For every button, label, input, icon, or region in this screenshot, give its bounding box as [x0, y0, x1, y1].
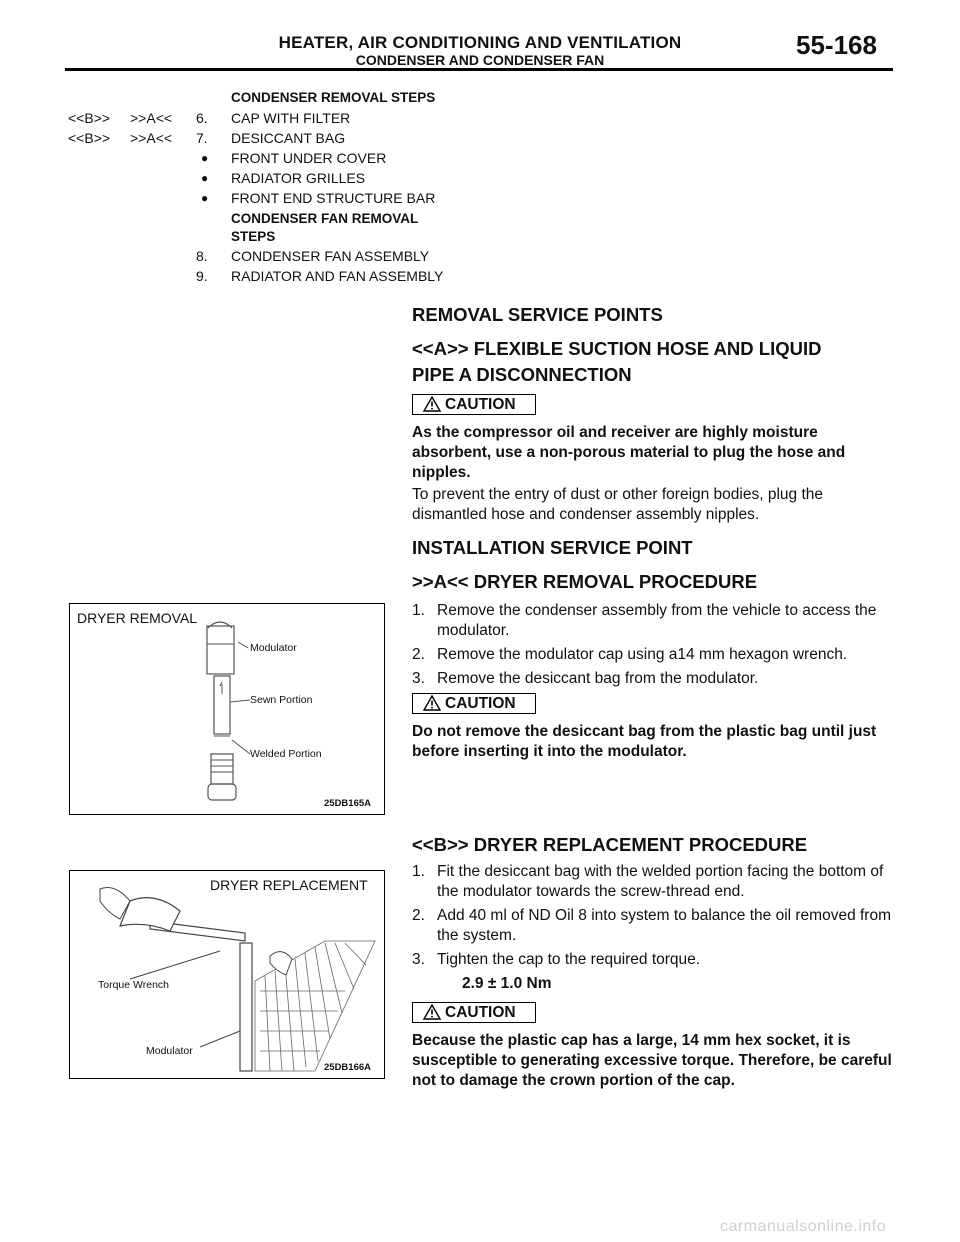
list-item: [68, 108, 508, 128]
dryer-replacement-figure: [69, 870, 385, 1079]
caution-label: CAUTION: [445, 695, 516, 712]
caution-text: Because the plastic cap has a large, 14 mm hex socket, it is susceptible to generating excessive torque. Therefore, be careful not to damage the crown portion of the cap.: [412, 1032, 892, 1089]
list-item: [68, 266, 508, 286]
step-number: 3.: [412, 670, 425, 687]
caution-text: Do not remove the desiccant bag from the plastic bag until just before inserting it into the modulator.: [412, 723, 877, 760]
list-item: [412, 862, 897, 902]
removal-service-heading: REMOVAL SERVICE POINTS: [412, 304, 663, 325]
step-number: 1.: [412, 602, 425, 619]
figure-id: 25DB166A: [324, 1062, 371, 1073]
list-item: [68, 246, 508, 266]
dryer-removal-figure: [69, 603, 385, 815]
removal-service-subheading: <<A>> FLEXIBLE SUCTION HOSE AND LIQUID: [412, 338, 822, 359]
list-item: [68, 128, 508, 148]
figure-caption: DRYER REMOVAL: [77, 610, 198, 626]
install-ref: >>A<<: [130, 110, 173, 126]
list-item: [68, 168, 508, 188]
step-number: 8.: [196, 248, 208, 264]
caution-box: [412, 394, 536, 415]
removal-ref: <<B>>: [68, 110, 111, 126]
step-text: Remove the modulator cap using a14 mm hexagon wrench.: [437, 646, 848, 663]
bullet-icon: ●: [201, 171, 209, 185]
install-ref: >>A<<: [130, 130, 173, 146]
caution-label: CAUTION: [445, 396, 516, 413]
page-number: 55-168: [796, 30, 877, 60]
step-text: CAP WITH FILTER: [231, 110, 351, 126]
dryer-replacement-section: [412, 832, 897, 1091]
step-number: 1.: [412, 863, 425, 880]
removal-steps-heading: CONDENSER REMOVAL STEPS: [231, 90, 436, 105]
bullet-icon: ●: [201, 151, 209, 165]
fan-removal-heading-cont: STEPS: [231, 229, 276, 244]
torque-spec: 2.9 ± 1.0 Nm: [462, 975, 552, 992]
list-item: [412, 669, 897, 689]
caution-label: CAUTION: [445, 1004, 516, 1021]
removal-service-section: [412, 302, 897, 525]
step-text: Tighten the cap to the required torque.: [437, 951, 701, 968]
caution-text: As the compressor oil and receiver are highly moisture absorbent, use a non-porous material to plug the hose and nipples.: [412, 424, 846, 481]
step-number: 3.: [412, 951, 425, 968]
bullet-icon: ●: [201, 191, 209, 205]
warning-triangle-icon: [423, 695, 441, 717]
step-number: 6.: [196, 110, 208, 126]
bullet-text: FRONT UNDER COVER: [231, 150, 387, 166]
removal-steps-list: [68, 88, 508, 286]
list-item: [68, 188, 508, 208]
sewn-portion-label: Sewn Portion: [250, 694, 313, 706]
dryer-removal-heading: >>A<< DRYER REMOVAL PROCEDURE: [412, 571, 758, 592]
step-number: 2.: [412, 907, 425, 924]
step-text: RADIATOR AND FAN ASSEMBLY: [231, 268, 444, 284]
removal-ref: <<B>>: [68, 130, 111, 146]
installation-service-heading: INSTALLATION SERVICE POINT: [412, 537, 693, 558]
modulator-label: Modulator: [146, 1045, 193, 1057]
step-number: 9.: [196, 268, 208, 284]
step-number: 7.: [196, 130, 208, 146]
installation-service-section: [412, 535, 897, 762]
figure-id: 25DB165A: [324, 798, 371, 809]
step-text: CONDENSER FAN ASSEMBLY: [231, 248, 430, 264]
header-rule: [65, 68, 893, 71]
caution-box: [412, 693, 536, 714]
fan-removal-heading: CONDENSER FAN REMOVAL: [231, 211, 419, 226]
list-item: [412, 906, 897, 946]
warning-triangle-icon: [423, 396, 441, 418]
step-text: Remove the condenser assembly from the vehicle to access the modulator.: [437, 602, 877, 639]
site-watermark: carmanualsonline.info: [720, 1218, 887, 1235]
list-item: [412, 950, 897, 970]
list-item: [412, 645, 897, 665]
step-text: DESICCANT BAG: [231, 130, 346, 146]
warning-triangle-icon: [423, 1004, 441, 1026]
list-item: [412, 601, 897, 641]
body-text: To prevent the entry of dust or other foreign bodies, plug the dismantled hose and condenser assembly nipples.: [412, 486, 824, 523]
step-number: 2.: [412, 646, 425, 663]
step-text: Fit the desiccant bag with the welded portion facing the bottom of the modulator towards the screw-thread end.: [437, 863, 884, 900]
modulator-label: Modulator: [250, 642, 297, 654]
removal-service-subheading-cont: PIPE A DISCONNECTION: [412, 364, 632, 385]
caution-box: [412, 1002, 536, 1023]
figure-caption: DRYER REPLACEMENT: [210, 877, 368, 893]
torque-wrench-illustration: [70, 871, 384, 1078]
bullet-text: FRONT END STRUCTURE BAR: [231, 190, 436, 206]
torque-wrench-label: Torque Wrench: [98, 979, 170, 991]
welded-portion-label: Welded Portion: [250, 748, 322, 760]
dryer-replacement-heading: <<B>> DRYER REPLACEMENT PROCEDURE: [412, 834, 808, 855]
section-subtitle: CONDENSER AND CONDENSER FAN: [355, 52, 605, 68]
section-title: HEATER, AIR CONDITIONING AND VENTILATION: [278, 33, 682, 52]
modulator-illustration: [70, 604, 384, 814]
step-text: Add 40 ml of ND Oil 8 into system to balance the oil removed from the system.: [437, 907, 892, 944]
step-text: Remove the desiccant bag from the modulator.: [437, 670, 759, 687]
bullet-text: RADIATOR GRILLES: [231, 170, 366, 186]
list-item: [68, 148, 508, 168]
